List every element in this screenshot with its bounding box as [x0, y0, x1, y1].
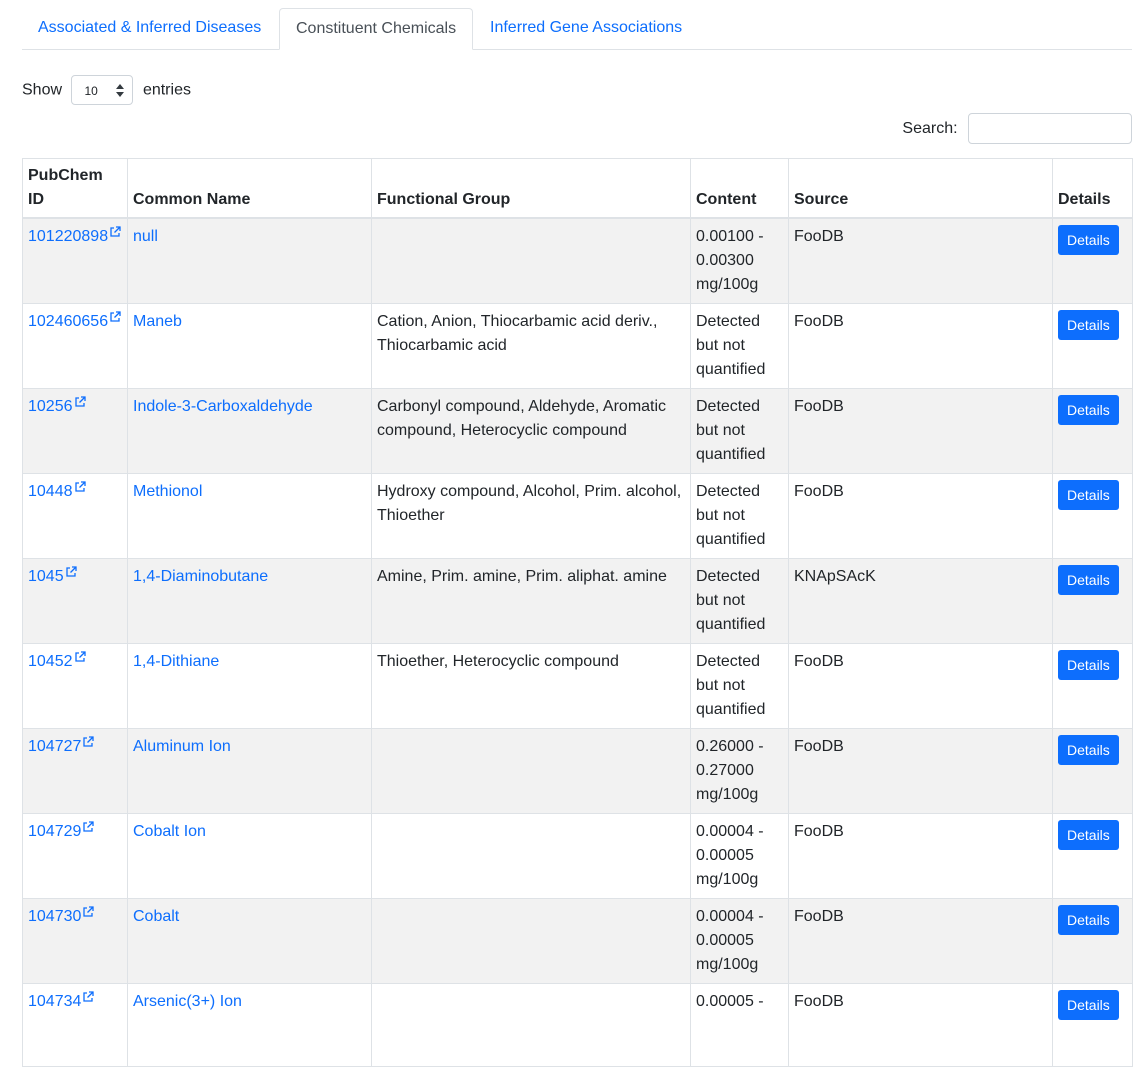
cell-common-name	[128, 899, 372, 984]
cell-content: 0.00100 - 0.00300 mg/100g	[691, 218, 789, 304]
pubchem-id-link[interactable]: 104729	[28, 823, 94, 840]
cell-common-name	[128, 984, 372, 1067]
details-button[interactable]: Details	[1058, 480, 1119, 510]
details-button[interactable]: Details	[1058, 395, 1119, 425]
cell-source: FooDB	[789, 304, 1053, 389]
table-row	[23, 304, 1133, 389]
column-header-pubchem-id[interactable]: PubChem ID	[23, 159, 128, 219]
cell-functional-group	[372, 218, 691, 304]
external-link-icon	[74, 481, 86, 493]
cell-common-name	[128, 814, 372, 899]
pubchem-id-link[interactable]: 104727	[28, 738, 94, 755]
common-name-link[interactable]: Indole-3-Carboxaldehyde	[133, 398, 313, 415]
cell-source: FooDB	[789, 474, 1053, 559]
cell-common-name	[128, 559, 372, 644]
cell-pubchem-id	[23, 304, 128, 389]
cell-content: 0.26000 - 0.27000 mg/100g	[691, 729, 789, 814]
cell-functional-group: Carbonyl compound, Aldehyde, Aromatic compound, Heterocyclic compound	[372, 389, 691, 474]
cell-pubchem-id	[23, 559, 128, 644]
cell-pubchem-id	[23, 218, 128, 304]
cell-details	[1053, 814, 1133, 899]
cell-source: FooDB	[789, 644, 1053, 729]
table-row	[23, 559, 1133, 644]
common-name-link[interactable]: Cobalt	[133, 908, 180, 925]
cell-pubchem-id	[23, 389, 128, 474]
cell-details	[1053, 899, 1133, 984]
cell-pubchem-id	[23, 984, 128, 1067]
cell-content: 0.00004 - 0.00005 mg/100g	[691, 814, 789, 899]
common-name-link[interactable]: 1,4-Dithiane	[133, 653, 220, 670]
common-name-link[interactable]: Maneb	[133, 313, 182, 330]
details-button[interactable]: Details	[1058, 650, 1119, 680]
details-button[interactable]: Details	[1058, 820, 1119, 850]
common-name-link[interactable]: null	[133, 228, 158, 245]
common-name-link[interactable]: Cobalt Ion	[133, 823, 206, 840]
cell-source: FooDB	[789, 389, 1053, 474]
cell-content: Detected but not quantified	[691, 559, 789, 644]
pubchem-id-link[interactable]: 10452	[28, 653, 86, 670]
cell-common-name	[128, 474, 372, 559]
cell-common-name	[128, 304, 372, 389]
cell-source: FooDB	[789, 218, 1053, 304]
table-row	[23, 729, 1133, 814]
cell-pubchem-id	[23, 899, 128, 984]
pubchem-id-link[interactable]: 101220898	[28, 228, 121, 245]
tab-bar	[22, 8, 1132, 50]
cell-functional-group: Amine, Prim. amine, Prim. aliphat. amine	[372, 559, 691, 644]
pubchem-id-link[interactable]: 10256	[28, 398, 86, 415]
common-name-link[interactable]: Methionol	[133, 483, 203, 500]
external-link-icon	[82, 736, 94, 748]
show-label: Show	[22, 81, 63, 99]
details-button[interactable]: Details	[1058, 990, 1119, 1020]
cell-pubchem-id	[23, 814, 128, 899]
external-link-icon	[109, 226, 121, 238]
cell-common-name	[128, 729, 372, 814]
chemicals-table	[22, 158, 1133, 1067]
cell-source: FooDB	[789, 984, 1053, 1067]
entries-length-control	[22, 74, 191, 105]
column-header-common-name[interactable]: Common Name	[128, 159, 372, 219]
cell-details	[1053, 389, 1133, 474]
pubchem-id-link[interactable]: 104734	[28, 993, 94, 1010]
table-row	[23, 474, 1133, 559]
cell-common-name	[128, 389, 372, 474]
details-button[interactable]: Details	[1058, 905, 1119, 935]
external-link-icon	[74, 396, 86, 408]
common-name-link[interactable]: Aluminum Ion	[133, 738, 231, 755]
external-link-icon	[109, 311, 121, 323]
cell-details	[1053, 218, 1133, 304]
external-link-icon	[82, 991, 94, 1003]
cell-source: FooDB	[789, 729, 1053, 814]
column-header-details[interactable]: Details	[1053, 159, 1133, 219]
common-name-link[interactable]: 1,4-Diaminobutane	[133, 568, 269, 585]
pubchem-id-link[interactable]: 1045	[28, 568, 77, 585]
details-button[interactable]: Details	[1058, 310, 1119, 340]
table-row	[23, 814, 1133, 899]
cell-content: 0.00004 - 0.00005 mg/100g	[691, 899, 789, 984]
table-row	[23, 218, 1133, 304]
table-row	[23, 644, 1133, 729]
cell-functional-group: Hydroxy compound, Alcohol, Prim. alcohol, Thioether	[372, 474, 691, 559]
details-button[interactable]: Details	[1058, 565, 1119, 595]
cell-content: 0.00005 -	[691, 984, 789, 1067]
external-link-icon	[65, 566, 77, 578]
cell-source: FooDB	[789, 814, 1053, 899]
cell-details	[1053, 984, 1133, 1067]
cell-details	[1053, 729, 1133, 814]
cell-content: Detected but not quantified	[691, 644, 789, 729]
table-row	[23, 899, 1133, 984]
table-header-row	[23, 159, 1133, 219]
search-label: Search:	[902, 119, 958, 137]
cell-content: Detected but not quantified	[691, 304, 789, 389]
external-link-icon	[82, 906, 94, 918]
tab-inferred-gene-associations[interactable]: Inferred Gene Associations	[490, 19, 683, 36]
external-link-icon	[74, 651, 86, 663]
common-name-link[interactable]: Arsenic(3+) Ion	[133, 993, 242, 1010]
column-header-source[interactable]: Source	[789, 159, 1053, 219]
cell-source: FooDB	[789, 899, 1053, 984]
cell-pubchem-id	[23, 729, 128, 814]
cell-pubchem-id	[23, 474, 128, 559]
cell-source: KNApSAcK	[789, 559, 1053, 644]
column-header-functional-group[interactable]: Functional Group	[372, 159, 691, 219]
cell-functional-group: Cation, Anion, Thiocarbamic acid deriv., Thiocarbamic acid	[372, 304, 691, 389]
table-row	[23, 984, 1133, 1067]
details-button[interactable]: Details	[1058, 225, 1119, 255]
column-header-content[interactable]: Content	[691, 159, 789, 219]
pubchem-id-link[interactable]: 10448	[28, 483, 86, 500]
cell-functional-group	[372, 899, 691, 984]
cell-details	[1053, 474, 1133, 559]
cell-functional-group	[372, 984, 691, 1067]
entries-select[interactable]: 10	[71, 75, 133, 105]
tab-associated-inferred-diseases[interactable]: Associated & Inferred Diseases	[38, 19, 262, 36]
details-button[interactable]: Details	[1058, 735, 1119, 765]
cell-functional-group	[372, 814, 691, 899]
cell-common-name	[128, 218, 372, 304]
cell-functional-group	[372, 729, 691, 814]
search-control	[902, 113, 1132, 144]
cell-details	[1053, 304, 1133, 389]
pubchem-id-link[interactable]: 102460656	[28, 313, 121, 330]
cell-common-name	[128, 644, 372, 729]
cell-details	[1053, 559, 1133, 644]
external-link-icon	[82, 821, 94, 833]
select-arrows-icon	[116, 84, 124, 97]
table-row	[23, 389, 1133, 474]
cell-content: Detected but not quantified	[691, 389, 789, 474]
search-input[interactable]	[968, 113, 1132, 144]
pubchem-id-link[interactable]: 104730	[28, 908, 94, 925]
cell-pubchem-id	[23, 644, 128, 729]
cell-details	[1053, 644, 1133, 729]
cell-content: Detected but not quantified	[691, 474, 789, 559]
cell-functional-group: Thioether, Heterocyclic compound	[372, 644, 691, 729]
tab-constituent-chemicals[interactable]: Constituent Chemicals	[279, 8, 473, 50]
entries-label: entries	[142, 81, 191, 99]
